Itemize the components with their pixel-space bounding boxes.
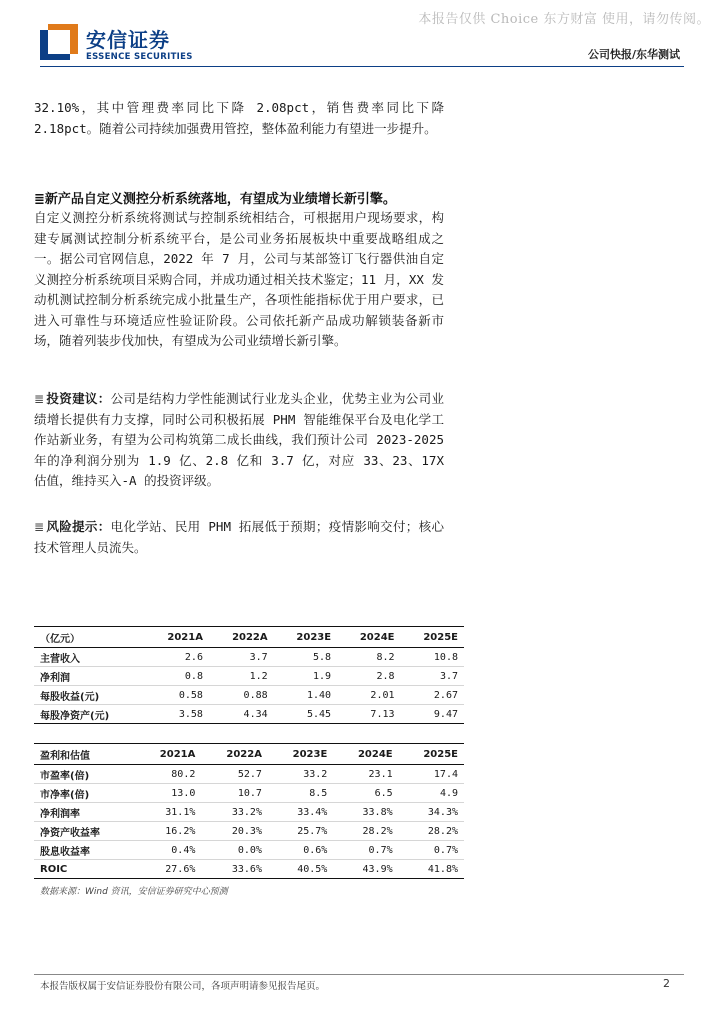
- table-header-cell: 2023E: [268, 744, 333, 765]
- logo-icon: [40, 24, 78, 62]
- table-row: [34, 705, 464, 724]
- section-list-icon: ≣: [34, 192, 45, 207]
- table-header-cell: 2025E: [399, 744, 464, 765]
- table-header-row: [34, 744, 464, 765]
- table-cell: 34.3%: [399, 803, 464, 822]
- table-cell: 25.7%: [268, 822, 333, 841]
- valuation-table: [34, 743, 464, 879]
- table-cell: 28.2%: [399, 822, 464, 841]
- table-cell: 40.5%: [268, 860, 333, 879]
- logo-chinese-name: 安信证券: [86, 28, 170, 52]
- financial-summary-table: [34, 626, 464, 724]
- row-label: 净资产收益率: [34, 822, 135, 841]
- table-cell: 0.7%: [333, 841, 398, 860]
- table-cell: 8.5: [268, 784, 333, 803]
- table-cell: 8.2: [337, 648, 400, 667]
- table-cell: 10.8: [401, 648, 464, 667]
- table-cell: 0.6%: [268, 841, 333, 860]
- row-label: 每股收益(元): [34, 686, 144, 705]
- table-row: [34, 860, 464, 879]
- table-row: [34, 841, 464, 860]
- section-list-icon: ≣: [34, 520, 45, 534]
- table-row: [34, 686, 464, 705]
- table-cell: 28.2%: [333, 822, 398, 841]
- row-label: 市净率(倍): [34, 784, 135, 803]
- table-cell: 0.88: [209, 686, 274, 705]
- table-cell: 2.6: [144, 648, 209, 667]
- table-header-cell: 2022A: [209, 627, 274, 648]
- section-list-icon: ≣: [34, 392, 45, 406]
- table-cell: 20.3%: [201, 822, 268, 841]
- table-cell: 9.47: [401, 705, 464, 724]
- table-row: [34, 765, 464, 784]
- table-cell: 33.6%: [201, 860, 268, 879]
- table-header-cell: 2024E: [333, 744, 398, 765]
- table-cell: 10.7: [201, 784, 268, 803]
- table-cell: 23.1: [333, 765, 398, 784]
- table-cell: 3.58: [144, 705, 209, 724]
- table-cell: 5.45: [274, 705, 337, 724]
- data-source-note: 数据来源：Wind 资讯，安信证券研究中心预测: [40, 887, 228, 897]
- table-cell: 43.9%: [333, 860, 398, 879]
- row-label: ROIC: [34, 860, 135, 879]
- table-cell: 80.2: [135, 765, 202, 784]
- table-cell: 3.7: [209, 648, 274, 667]
- table-row: [34, 822, 464, 841]
- investment-advice-label: 投资建议：: [46, 391, 111, 406]
- table-cell: 6.5: [333, 784, 398, 803]
- table-header-cell: 2025E: [401, 627, 464, 648]
- table-cell: 7.13: [337, 705, 400, 724]
- table-cell: 4.34: [209, 705, 274, 724]
- table-cell: 33.8%: [333, 803, 398, 822]
- table-cell: 1.2: [209, 667, 274, 686]
- paragraph-investment-advice: ≣ 投资建议：公司是结构力学性能测试行业龙头企业，优势主业为公司业绩增长提供有力支撑，同时公司积极拓展 PHM 智能维保平台及电化学工作站新业务，有望为公司构筑第二成长曲线，我们预计公司 2023-2025 年的净利润分别为 1.9 亿、2.8 亿和 3.7 亿，对应 33、23、17X 估值，维持买入-A 的投资评级。: [34, 391, 444, 488]
- table-header-row: [34, 627, 464, 648]
- risk-label: 风险提示：: [46, 519, 111, 534]
- logo-english-name: ESSENCE SECURITIES: [86, 52, 193, 62]
- company-logo: [40, 24, 240, 68]
- copyright-notice: 本报告版权属于安信证券股份有限公司，各项声明请参见报告尾页。: [40, 981, 326, 992]
- table-row: [34, 667, 464, 686]
- table-header-cell: 2021A: [144, 627, 209, 648]
- table-cell: 27.6%: [135, 860, 202, 879]
- table-cell: 1.40: [274, 686, 337, 705]
- table-header-cell: 2023E: [274, 627, 337, 648]
- row-label: 主营收入: [34, 648, 144, 667]
- table-cell: 0.4%: [135, 841, 202, 860]
- page-number: 2: [663, 977, 670, 990]
- table-cell: 52.7: [201, 765, 268, 784]
- table-row: [34, 784, 464, 803]
- row-label: 净利润率: [34, 803, 135, 822]
- table-cell: 4.9: [399, 784, 464, 803]
- table-header-cell: 2022A: [201, 744, 268, 765]
- table-cell: 2.01: [337, 686, 400, 705]
- row-label: 股息收益率: [34, 841, 135, 860]
- table-row: [34, 803, 464, 822]
- table-header-cell: 2024E: [337, 627, 400, 648]
- table-cell: 2.67: [401, 686, 464, 705]
- row-label: 每股净资产(元): [34, 705, 144, 724]
- header-divider: [40, 66, 684, 67]
- table-cell: 41.8%: [399, 860, 464, 879]
- table-row: [34, 648, 464, 667]
- table-cell: 0.58: [144, 686, 209, 705]
- row-label: 净利润: [34, 667, 144, 686]
- paragraph-risk: ≣ 风险提示：电化学站、民用 PHM 拓展低于预期；疫情影响交付；核心技术管理人员流失。: [34, 519, 444, 555]
- table-cell: 13.0: [135, 784, 202, 803]
- table-cell: 33.4%: [268, 803, 333, 822]
- table-cell: 0.7%: [399, 841, 464, 860]
- table-cell: 16.2%: [135, 822, 202, 841]
- row-label: 市盈率(倍): [34, 765, 135, 784]
- table-header-cell: 盈利和估值: [34, 744, 135, 765]
- table-header-cell: 2021A: [135, 744, 202, 765]
- table-cell: 0.8: [144, 667, 209, 686]
- footer-divider: [34, 974, 684, 975]
- table-cell: 0.0%: [201, 841, 268, 860]
- table-cell: 33.2%: [201, 803, 268, 822]
- table-cell: 2.8: [337, 667, 400, 686]
- table-cell: 3.7: [401, 667, 464, 686]
- table-cell: 17.4: [399, 765, 464, 784]
- table-cell: 33.2: [268, 765, 333, 784]
- table-header-cell: （亿元）: [34, 627, 144, 648]
- table-cell: 31.1%: [135, 803, 202, 822]
- paragraph-expense: 32.10%，其中管理费率同比下降 2.08pct，销售费率同比下降 2.18pct。随着公司持续加强费用管控，整体盈利能力有望进一步提升。: [34, 100, 444, 136]
- section-title-new-product: ≣新产品自定义测控分析系统落地，有望成为业绩增长新引擎。: [34, 192, 396, 207]
- watermark: 本报告仅供 Choice 东方财富 使用，请勿传阅。: [418, 12, 710, 27]
- table-cell: 5.8: [274, 648, 337, 667]
- table-cell: 1.9: [274, 667, 337, 686]
- paragraph-new-product: 自定义测控分析系统将测试与控制系统相结合，可根据用户现场要求，构建专属测试控制分析系统平台，是公司业务拓展板块中重要战略组成之一。据公司官网信息，2022 年 7 月，公司与某部签订飞行器供油自定义测控分析系统项目采购合同，并成功通过相关技术鉴定；11 月，XX 发动机测试控制分析系统完成小批量生产，各项性能指标优于用户要求，已进入可靠性与环境适应性验证阶段。公司依托新产品成功解锁装备新市场，随着列装步伐加快，有望成为公司业绩增长新引擎。: [34, 210, 444, 348]
- report-category: 公司快报/东华测试: [587, 48, 680, 61]
